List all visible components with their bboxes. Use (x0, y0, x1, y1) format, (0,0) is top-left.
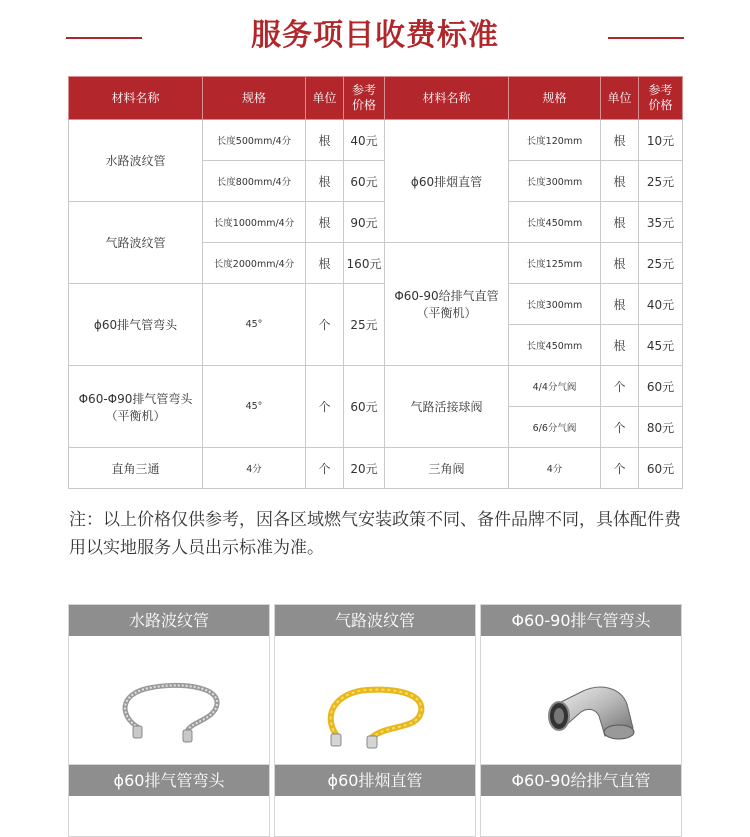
header-spec: 规格 (203, 77, 306, 120)
spec-cell: 长度450mm (509, 325, 601, 366)
price-cell: 25元 (344, 284, 385, 366)
price-cell: 60元 (639, 366, 683, 407)
spec-cell: 长度500mm/4分 (203, 120, 306, 161)
price-cell: 60元 (344, 366, 385, 448)
product-caption: 气路波纹管 (275, 605, 475, 636)
price-cell: 60元 (639, 448, 683, 489)
product-image-elbow (481, 636, 681, 765)
price-cell: 90元 (344, 202, 385, 243)
header (0, 0, 750, 70)
material-name: ϕ60排烟直管 (385, 120, 509, 243)
unit-cell: 个 (601, 407, 639, 448)
spec-cell: 长度300mm (509, 161, 601, 202)
price-cell: 60元 (344, 161, 385, 202)
product-image-water-hose (69, 636, 269, 765)
spec-cell: 45° (203, 284, 306, 366)
unit-cell: 根 (601, 243, 639, 284)
price-cell: 40元 (639, 284, 683, 325)
gas-hose-illustration (275, 636, 475, 765)
material-name: ϕ60排气管弯头 (69, 284, 203, 366)
material-name: 气路活接球阀 (385, 366, 509, 448)
price-table (68, 76, 683, 489)
product-gallery (68, 604, 682, 822)
title-right-rule (608, 37, 684, 39)
product-card (274, 604, 476, 766)
unit-cell: 根 (601, 161, 639, 202)
spec-cell: 长度120mm (509, 120, 601, 161)
price-cell: 25元 (639, 243, 683, 284)
page-title: 服务项目收费标准 (251, 18, 499, 53)
unit-cell: 根 (601, 202, 639, 243)
unit-cell: 根 (306, 120, 344, 161)
spec-cell: 6/6分气阀 (509, 407, 601, 448)
unit-cell: 个 (306, 366, 344, 448)
unit-cell: 个 (601, 448, 639, 489)
material-name: 三角阀 (385, 448, 509, 489)
header-unit: 单位 (601, 77, 639, 120)
unit-cell: 根 (306, 243, 344, 284)
product-caption: ϕ60排气管弯头 (69, 765, 269, 796)
header-material-name: 材料名称 (69, 77, 203, 120)
product-image-gas-hose (275, 636, 475, 765)
price-cell: 160元 (344, 243, 385, 284)
product-caption: ϕ60排烟直管 (275, 765, 475, 796)
elbow-pipe-illustration (481, 636, 681, 765)
header-price: 参考 价格 (344, 77, 385, 120)
product-card (68, 604, 270, 766)
product-card (68, 764, 270, 837)
table-header-row (69, 77, 683, 120)
price-note: 注：以上价格仅供参考，因各区域燃气安装政策不同、备件品牌不同，具体配件费用以实地服务人员出示标准为准。 (69, 510, 681, 558)
table-row (69, 284, 683, 325)
header-spec: 规格 (509, 77, 601, 120)
price-cell: 35元 (639, 202, 683, 243)
price-cell: 10元 (639, 120, 683, 161)
unit-cell: 根 (601, 284, 639, 325)
unit-cell: 根 (601, 325, 639, 366)
spec-cell: 长度800mm/4分 (203, 161, 306, 202)
product-card (274, 764, 476, 837)
price-cell: 20元 (344, 448, 385, 489)
spec-cell: 长度300mm (509, 284, 601, 325)
product-caption: 水路波纹管 (69, 605, 269, 636)
unit-cell: 个 (306, 448, 344, 489)
product-image (275, 796, 475, 836)
material-name: 气路波纹管 (69, 202, 203, 284)
header-price: 参考 价格 (639, 77, 683, 120)
product-caption: Φ60-90给排气直管 (481, 765, 681, 796)
unit-cell: 根 (306, 161, 344, 202)
table-row (69, 366, 683, 407)
header-unit: 单位 (306, 77, 344, 120)
price-cell: 25元 (639, 161, 683, 202)
header-material-name: 材料名称 (385, 77, 509, 120)
spec-cell: 长度125mm (509, 243, 601, 284)
unit-cell: 个 (306, 284, 344, 366)
price-cell: 45元 (639, 325, 683, 366)
table-row (69, 202, 683, 243)
price-cell: 80元 (639, 407, 683, 448)
material-name: Φ60-Φ90排气管弯头 （平衡机） (69, 366, 203, 448)
product-caption: Φ60-90排气管弯头 (481, 605, 681, 636)
product-image (69, 796, 269, 836)
unit-cell: 根 (601, 120, 639, 161)
spec-cell: 4分 (203, 448, 306, 489)
spec-cell: 4/4分气阀 (509, 366, 601, 407)
material-name: Φ60-90给排气直管 （平衡机） (385, 243, 509, 366)
table-row (69, 120, 683, 161)
unit-cell: 根 (306, 202, 344, 243)
unit-cell: 个 (601, 366, 639, 407)
product-image (481, 796, 681, 836)
material-name: 水路波纹管 (69, 120, 203, 202)
product-card (480, 764, 682, 837)
water-hose-illustration (69, 636, 269, 765)
material-name: 直角三通 (69, 448, 203, 489)
product-card (480, 604, 682, 766)
price-cell: 40元 (344, 120, 385, 161)
spec-cell: 长度450mm (509, 202, 601, 243)
table-row (69, 448, 683, 489)
spec-cell: 45° (203, 366, 306, 448)
spec-cell: 4分 (509, 448, 601, 489)
spec-cell: 长度1000mm/4分 (203, 202, 306, 243)
spec-cell: 长度2000mm/4分 (203, 243, 306, 284)
